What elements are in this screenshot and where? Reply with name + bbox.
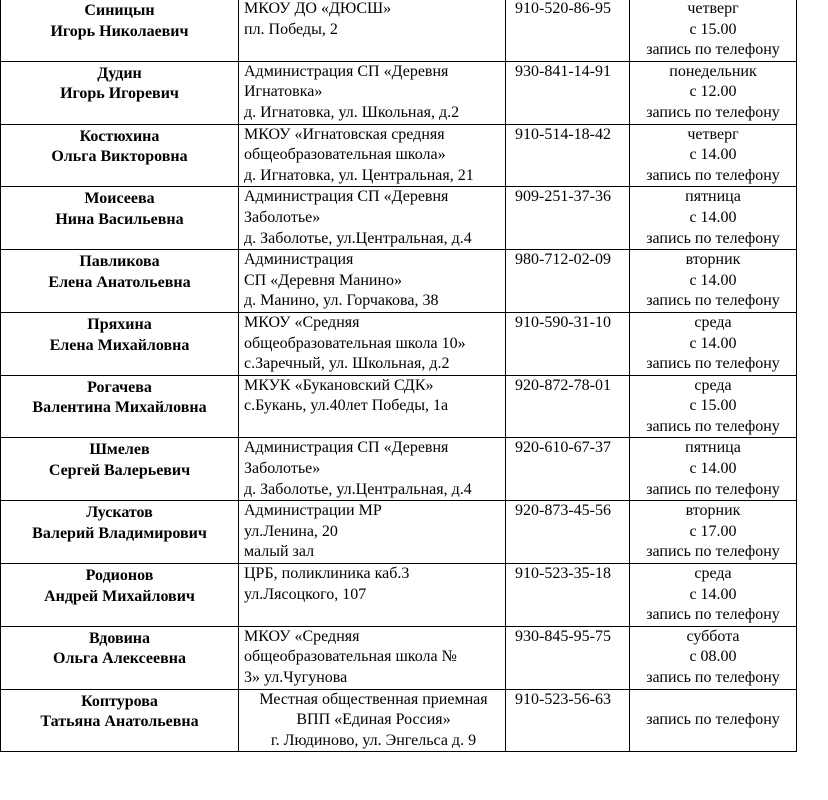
person-name-line: Шмелев [89,441,150,459]
reception-time-cell [630,312,797,375]
phone-cell: 920-610-67-37 [506,438,630,501]
location-cell [239,61,506,124]
reception-time-line: запись по телефону [646,711,780,729]
location-line: ВПП «Единая Россия» [296,711,451,729]
person-name-line: Нина Васильевна [55,210,184,228]
reception-time-cell [630,501,797,564]
location-line: д. Манино, ул. Горчакова, 38 [244,292,439,310]
person-name-line: Коптурова [81,692,158,710]
person-name-line: Костюхина [79,127,160,145]
location-line: МКОУ «Игнатовская средняя [244,125,445,143]
reception-time-line: запись по телефону [646,606,780,624]
reception-time-line: среда [694,565,732,583]
phone-cell: 910-520-86-95 [506,0,630,61]
person-name-line: Елена Михайловна [49,336,190,354]
location-line: ул.Ленина, 20 [244,522,338,540]
reception-time-line: запись по телефону [646,166,780,184]
table-row [1,438,797,501]
reception-time-line: с 15.00 [689,397,737,415]
location-line: Администрация СП «Деревня [244,188,449,206]
location-cell [239,250,506,313]
person-name-line: Ольга Викторовна [51,148,188,166]
table-row [1,124,797,187]
person-name-cell [1,312,239,375]
reception-time-cell [630,689,797,752]
reception-time-line: понедельник [669,62,757,80]
person-name-line: Валентина Михайловна [32,399,207,417]
reception-time-line: суббота [686,627,740,645]
location-cell [239,187,506,250]
phone-cell: 910-523-56-63 [506,689,630,752]
person-name-cell [1,61,239,124]
table-row [1,0,797,61]
phone-cell: 930-845-95-75 [506,626,630,689]
reception-time-cell [630,438,797,501]
person-name-line: Татьяна Анатольевна [40,713,199,731]
person-name-line: Валерий Владимирович [32,524,207,542]
table-row [1,312,797,375]
location-line: МКУК «Букановский СДК» [244,376,434,394]
reception-time-line: с 12.00 [689,83,737,101]
location-line: пл. Победы, 2 [244,20,338,38]
person-name-line: Елена Анатольевна [48,273,191,291]
location-line: Администрация СП «Деревня [244,62,449,80]
person-name-cell [1,501,239,564]
reception-time-line: запись по телефону [646,229,780,247]
reception-time-line: запись по телефону [646,292,780,310]
table-row [1,501,797,564]
location-line: с.Заречный, ул. Школьная, д.2 [244,355,450,373]
location-cell [239,626,506,689]
location-cell [239,375,506,438]
reception-time-line: с 17.00 [689,522,737,540]
reception-time-line: запись по телефону [646,543,780,561]
person-name-line: Игорь Николаевич [50,22,189,40]
phone-cell: 920-873-45-56 [506,501,630,564]
location-line: малый зал [244,543,315,561]
location-line: ЦРБ, поликлиника каб.3 [244,565,410,583]
person-name-cell [1,250,239,313]
location-line: Заболотье» [244,460,321,478]
person-name-line: Вдовина [88,629,151,647]
reception-time-line: с 15.00 [689,20,737,38]
phone-cell: 910-590-31-10 [506,312,630,375]
person-name-line: Игорь Игоревич [60,85,179,103]
reception-time-line: с 14.00 [689,146,737,164]
person-name-line: Ольга Алексеевна [53,650,186,668]
person-name-cell [1,689,239,752]
table-row [1,375,797,438]
reception-time-cell [630,250,797,313]
phone-cell: 910-514-18-42 [506,124,630,187]
reception-time-line: с 14.00 [689,334,737,352]
location-line: д. Заболотье, ул.Центральная, д.4 [244,480,472,498]
person-name-line: Павликова [79,253,160,271]
person-name-cell [1,124,239,187]
reception-time-cell [630,375,797,438]
location-line: 3» ул.Чугунова [244,669,348,686]
location-cell [239,312,506,375]
person-name-cell [1,187,239,250]
phone-cell: 909-251-37-36 [506,187,630,250]
location-line: г. Людиново, ул. Энгельса д. 9 [270,731,477,749]
table-row [1,689,797,752]
reception-time-cell [630,0,797,61]
reception-time-line: четверг [687,0,739,17]
person-name-line: Рогачева [87,378,152,396]
location-line: Игнатовка» [244,83,323,101]
person-name-cell [1,375,239,438]
location-cell [239,501,506,564]
location-line: общеобразовательная школа» [244,146,446,164]
person-name-line: Моисеева [84,190,155,208]
location-line: общеобразовательная школа № [244,648,457,666]
person-name-line: Сергей Валерьевич [48,462,191,480]
table-row [1,61,797,124]
reception-time-line: среда [694,313,732,331]
reception-time-line: пятница [685,439,741,457]
person-name-cell [1,626,239,689]
reception-time-line: пятница [685,188,741,206]
reception-time-line: запись по телефону [646,417,780,435]
table-row [1,250,797,313]
table-row [1,187,797,250]
person-name-cell [1,0,239,61]
location-line: Администрация СП «Деревня [244,439,449,457]
person-name-line: Андрей Михайлович [44,587,195,605]
location-line: с.Букань, ул.40лет Победы, 1а [244,397,449,415]
location-line: д. Заболотье, ул.Центральная, д.4 [244,229,472,247]
location-line: МКОУ ДО «ДЮСШ» [244,0,392,17]
phone-cell: 980-712-02-09 [506,250,630,313]
reception-time-line: четверг [687,125,739,143]
phone-cell: 930-841-14-91 [506,61,630,124]
reception-time-cell [630,626,797,689]
person-name-cell [1,438,239,501]
reception-time-line: запись по телефону [646,355,780,373]
location-line: д. Игнатовка, ул. Школьная, д.2 [244,103,460,121]
person-name-line: Лускатов [86,504,153,522]
reception-time-line: вторник [685,251,741,269]
location-line: МКОУ «Средняя [244,627,360,645]
reception-time-cell [630,564,797,627]
reception-time-line: запись по телефону [646,669,780,686]
location-line: Администрации МР [244,502,382,520]
reception-time-line: среда [694,376,732,394]
reception-time-cell [630,187,797,250]
person-name-line: Дудин [97,64,142,82]
reception-time-line: с 08.00 [689,648,737,666]
person-name-line: Родионов [85,567,154,585]
schedule-table-body [1,0,797,752]
reception-time-line: с 14.00 [689,208,737,226]
location-line: общеобразовательная школа 10» [244,334,466,352]
table-row [1,626,797,689]
person-name-line: Синицын [84,2,155,19]
location-line: д. Игнатовка, ул. Центральная, 21 [244,166,474,184]
phone-cell: 910-523-35-18 [506,564,630,627]
location-cell [239,0,506,61]
person-name-line: Пряхина [87,315,152,333]
table-row [1,564,797,627]
reception-time-line: с 14.00 [689,460,737,478]
location-line: Заболотье» [244,208,321,226]
reception-time-cell [630,124,797,187]
reception-time-line: вторник [685,502,741,520]
phone-cell: 920-872-78-01 [506,375,630,438]
reception-time-line: запись по телефону [646,41,780,59]
location-line: МКОУ «Средняя [244,313,360,331]
location-line: Местная общественная приемная [259,690,488,708]
location-cell [239,564,506,627]
location-cell [239,438,506,501]
reception-time-line: с 14.00 [689,585,737,603]
location-line: СП «Деревня Манино» [244,271,403,289]
reception-time-line: с 14.00 [689,271,737,289]
location-cell [239,124,506,187]
person-name-cell [1,564,239,627]
reception-time-cell [630,61,797,124]
location-cell [239,689,506,752]
reception-time-line: запись по телефону [646,480,780,498]
reception-time-line: запись по телефону [646,103,780,121]
location-line: Администрация [244,251,354,269]
location-line: ул.Лясоцкого, 107 [244,585,367,603]
